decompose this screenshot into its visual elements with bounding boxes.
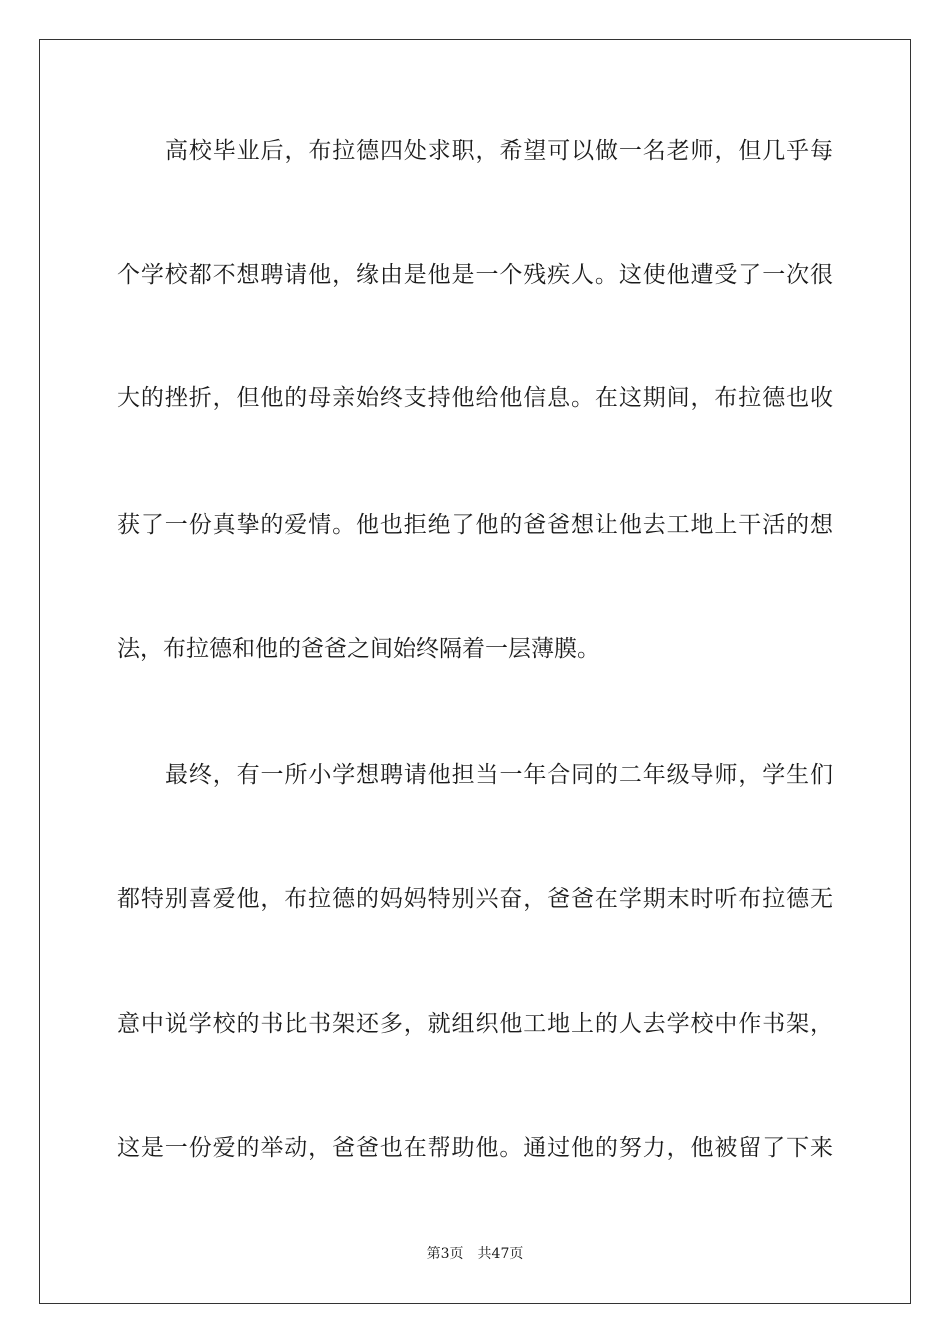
total-prefix: 共 [477, 1246, 492, 1262]
total-page-count: 47 [491, 1246, 510, 1262]
paragraph-2-line-1: 最终，有一所小学想聘请他担当一年合同的二年级导师，学生们 [165, 762, 833, 788]
page-footer [0, 1245, 950, 1263]
current-page-number: 3 [440, 1246, 450, 1262]
paragraph-2-line-3: 意中说学校的书比书架还多，就组织他工地上的人去学校中作书架， [117, 1011, 833, 1037]
total-suffix: 页 [509, 1246, 524, 1262]
paragraph-1-line-4: 获了一份真挚的爱情。他也拒绝了他的爸爸想让他去工地上干活的想 [117, 512, 833, 538]
paragraph-1-line-3: 大的挫折，但他的母亲始终支持他给他信息。在这期间，布拉德也收 [117, 385, 833, 411]
paragraph-1-line-5: 法，布拉德和他的爸爸之间始终隔着一层薄膜。 [117, 636, 600, 662]
paragraph-1-line-1: 高校毕业后，布拉德四处求职，希望可以做一名老师，但几乎每 [165, 138, 833, 164]
paragraph-1-line-2: 个学校都不想聘请他，缘由是他是一个残疾人。这使他遭受了一次很 [117, 262, 833, 288]
page-suffix: 页 [449, 1246, 464, 1262]
paragraph-2-line-4: 这是一份爱的举动，爸爸也在帮助他。通过他的努力，他被留了下来 [117, 1135, 833, 1161]
page-border [39, 39, 911, 1304]
page-prefix: 第 [426, 1246, 441, 1262]
paragraph-2-line-2: 都特别喜爱他，布拉德的妈妈特别兴奋，爸爸在学期末时听布拉德无 [117, 886, 833, 912]
